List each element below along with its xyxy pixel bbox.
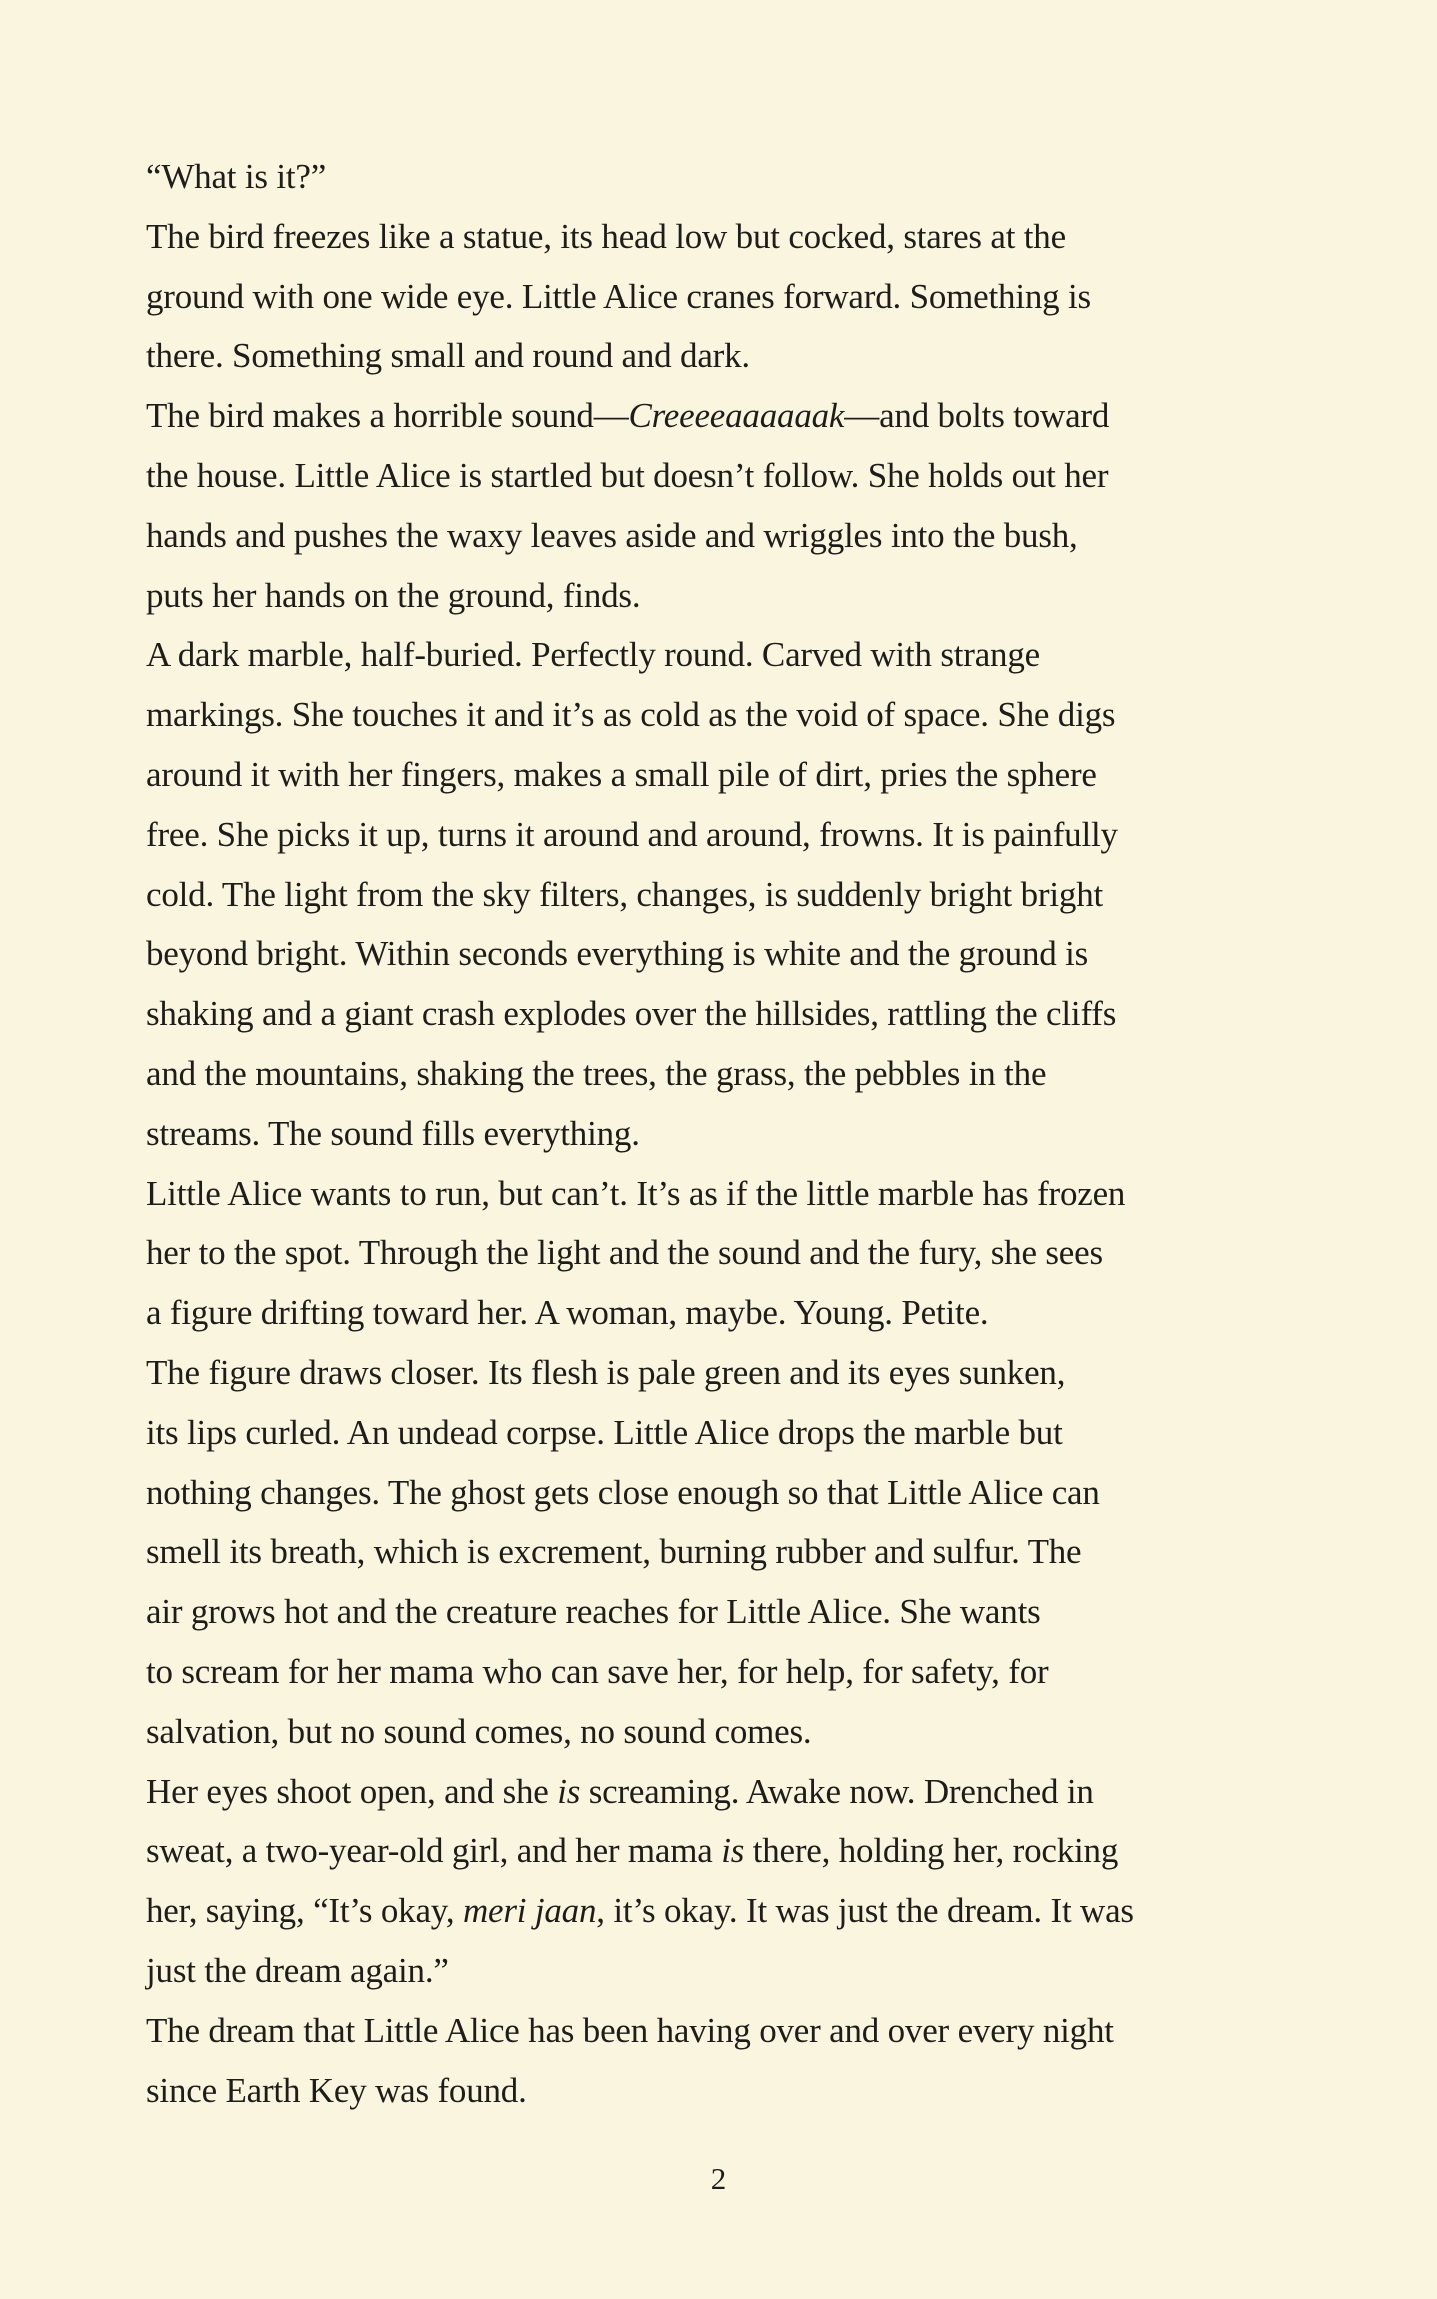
text-line: streams. The sound fills everything. [146, 1113, 640, 1153]
text-segment: sweat, a two-year-old girl, and her mama [146, 1831, 722, 1871]
italic-text: is [721, 1831, 745, 1871]
text-segment: screaming. Awake now. Drenched in [580, 1771, 1094, 1811]
text-line: The dream that Little Alice has been having over and over every night [146, 2010, 1114, 2050]
text-line [146, 386, 1346, 446]
text-line [146, 1821, 1346, 1881]
text-line: the house. Little Alice is startled but doesn’t follow. She holds out her [146, 455, 1109, 495]
text-line: there. Something small and round and dark. [146, 336, 750, 376]
paragraph [146, 2001, 1346, 2121]
paragraph [146, 207, 1346, 386]
text-segment: her, saying, “It’s okay, [146, 1891, 463, 1931]
text-line: nothing changes. The ghost gets close enough so that Little Alice can [146, 1472, 1100, 1512]
italic-text: is [557, 1771, 581, 1811]
text-line: hands and pushes the waxy leaves aside and wriggles into the bush, [146, 515, 1078, 555]
text-line: free. She picks it up, turns it around and around, frowns. It is painfully [146, 814, 1118, 854]
italic-text: meri jaan [462, 1891, 597, 1931]
text-line: since Earth Key was found. [146, 2070, 527, 2110]
text-line: her to the spot. Through the light and the sound and the fury, she sees [146, 1233, 1103, 1273]
italic-text: Creeeeaaaaaak [628, 396, 845, 436]
text-line [146, 1762, 1346, 1822]
text-segment: The bird makes a horrible sound— [146, 396, 629, 436]
text-line: cold. The light from the sky filters, changes, is suddenly bright bright [146, 874, 1104, 914]
text-line: ground with one wide eye. Little Alice cranes forward. Something is [146, 276, 1091, 316]
text-line: markings. She touches it and it’s as cold as the void of space. She digs [146, 695, 1116, 735]
text-line: beyond bright. Within seconds everything is white and the ground is [146, 934, 1089, 974]
paragraph [146, 1343, 1346, 1762]
text-line [146, 1881, 1346, 1941]
text-line: around it with her fingers, makes a small pile of dirt, pries the sphere [146, 754, 1097, 794]
text-line: The bird freezes like a statue, its head low but cocked, stares at the [146, 216, 1066, 256]
paragraph [146, 1762, 1346, 2001]
body-text [146, 147, 1346, 2120]
text-line: its lips curled. An undead corpse. Little Alice drops the marble but [146, 1412, 1063, 1452]
paragraph [146, 1164, 1346, 1343]
text-line: a figure drifting toward her. A woman, maybe. Young. Petite. [146, 1293, 989, 1333]
text-line: salvation, but no sound comes, no sound comes. [146, 1711, 812, 1751]
paragraph [146, 625, 1346, 1163]
paragraph [146, 386, 1346, 625]
text-line: just the dream again.” [146, 1950, 449, 1990]
text-segment: , it’s okay. It was just the dream. It was [596, 1891, 1134, 1931]
text-segment: there, holding her, rocking [744, 1831, 1119, 1871]
text-line: Little Alice wants to run, but can’t. It’s as if the little marble has frozen [146, 1173, 1126, 1213]
text-line: “What is it?” [146, 157, 327, 196]
text-line: air grows hot and the creature reaches for Little Alice. She wants [146, 1592, 1041, 1632]
page-number: 2 [710, 2161, 727, 2196]
text-segment: —and bolts toward [844, 396, 1110, 436]
text-line: to scream for her mama who can save her, for help, for safety, for [146, 1651, 1049, 1691]
paragraph [146, 147, 1346, 207]
text-line: and the mountains, shaking the trees, the grass, the pebbles in the [146, 1053, 1047, 1093]
text-line: A dark marble, half-buried. Perfectly round. Carved with strange [146, 635, 1040, 675]
text-line: puts her hands on the ground, finds. [146, 575, 641, 615]
text-line: The figure draws closer. Its flesh is pale green and its eyes sunken, [146, 1352, 1066, 1392]
text-line: shaking and a giant crash explodes over the hillsides, rattling the cliffs [146, 994, 1117, 1034]
text-segment: Her eyes shoot open, and she [146, 1771, 558, 1811]
text-line: smell its breath, which is excrement, burning rubber and sulfur. The [146, 1532, 1082, 1572]
